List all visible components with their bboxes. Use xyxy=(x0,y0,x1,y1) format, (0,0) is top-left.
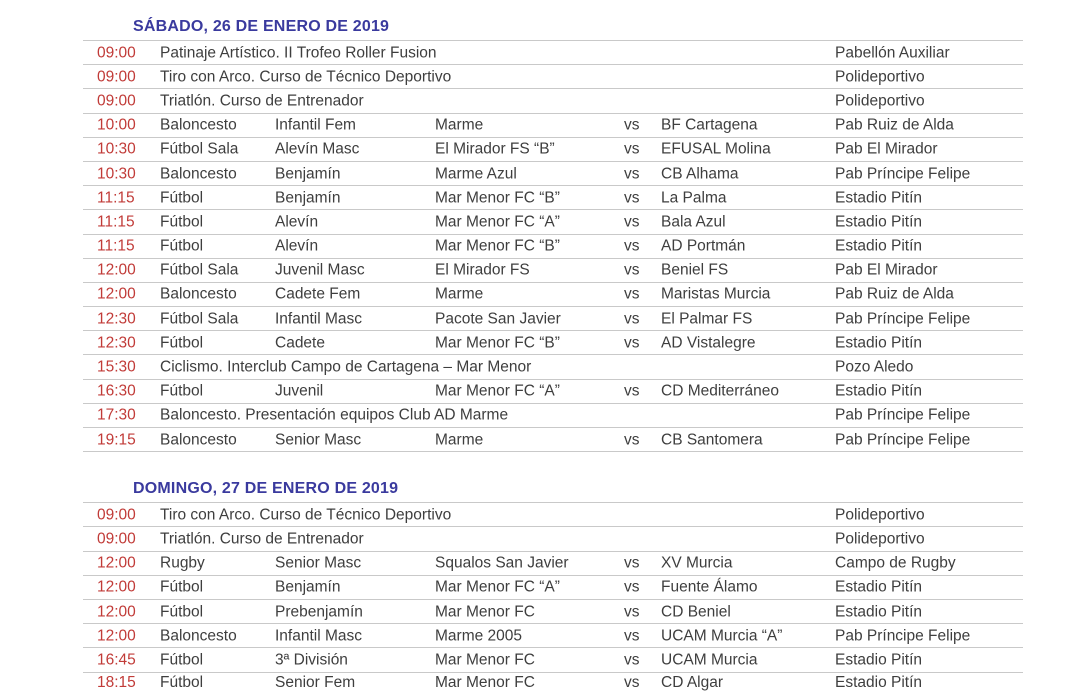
event-sport: Fútbol xyxy=(160,188,204,206)
schedule-row xyxy=(83,379,1023,403)
vs-label: vs xyxy=(624,116,640,134)
home-team: Mar Menor FC xyxy=(435,602,535,620)
home-team: Mar Menor FC “A” xyxy=(435,213,560,231)
event-time: 12:30 xyxy=(97,309,136,327)
home-team: Mar Menor FC “B” xyxy=(435,334,560,352)
event-venue: Estadio Pitín xyxy=(835,602,923,620)
event-venue: Estadio Pitín xyxy=(835,651,923,669)
event-sport: Fútbol xyxy=(160,651,204,669)
event-time: 11:15 xyxy=(97,237,135,255)
event-sport: Fútbol xyxy=(160,213,204,231)
vs-label: vs xyxy=(624,382,640,400)
saturday-section-title: SÁBADO, 26 DE ENERO DE 2019 xyxy=(133,18,390,35)
event-time: 09:00 xyxy=(97,506,136,524)
event-time: 12:00 xyxy=(97,626,136,644)
event-category: Alevín Masc xyxy=(275,140,360,158)
schedule-row xyxy=(83,647,1023,671)
event-time: 09:00 xyxy=(97,530,136,548)
away-team: Maristas Murcia xyxy=(661,285,771,303)
event-sport: Baloncesto xyxy=(160,285,237,303)
event-category: Infantil Masc xyxy=(275,309,363,327)
event-venue: Estadio Pitín xyxy=(835,334,923,352)
event-category: Senior Masc xyxy=(275,430,362,448)
event-time: 16:45 xyxy=(97,651,136,669)
schedule-row xyxy=(83,88,1023,112)
event-category: Cadete xyxy=(275,334,325,352)
event-time: 09:00 xyxy=(97,43,136,61)
away-team: AD Portmán xyxy=(661,237,746,255)
away-team: CD Algar xyxy=(661,673,724,691)
event-venue: Polideportivo xyxy=(835,68,925,86)
event-description: Ciclismo. Interclub Campo de Cartagena – Mar Menor xyxy=(160,358,532,376)
vs-label: vs xyxy=(624,140,640,158)
event-time: 10:30 xyxy=(97,140,136,158)
away-team: CD Mediterráneo xyxy=(661,382,780,400)
schedule-row xyxy=(83,427,1023,451)
event-venue: Pab Príncipe Felipe xyxy=(835,164,971,182)
schedule-row xyxy=(83,209,1023,233)
event-time: 12:00 xyxy=(97,285,136,303)
away-team: UCAM Murcia “A” xyxy=(661,626,783,644)
event-description: Baloncesto. Presentación equipos Club AD Marme xyxy=(160,406,509,424)
vs-label: vs xyxy=(624,430,640,448)
vs-label: vs xyxy=(624,188,640,206)
away-team: XV Murcia xyxy=(661,554,733,572)
event-sport: Fútbol Sala xyxy=(160,261,239,279)
event-time: 12:00 xyxy=(97,578,136,596)
event-time: 12:00 xyxy=(97,602,136,620)
home-team: Marme xyxy=(435,116,484,134)
vs-label: vs xyxy=(624,626,640,644)
schedule-row xyxy=(83,502,1023,526)
event-venue: Pab Ruiz de Alda xyxy=(835,285,954,303)
event-description: Triatlón. Curso de Entrenador xyxy=(160,530,364,548)
schedule-row xyxy=(83,137,1023,161)
event-description: Triatlón. Curso de Entrenador xyxy=(160,92,364,110)
schedule-row xyxy=(83,526,1023,550)
event-venue: Pozo Aledo xyxy=(835,358,914,376)
event-venue: Pab Príncipe Felipe xyxy=(835,309,971,327)
event-venue: Pab Príncipe Felipe xyxy=(835,626,971,644)
schedule-row xyxy=(83,185,1023,209)
event-venue: Pab Príncipe Felipe xyxy=(835,430,971,448)
event-time: 12:30 xyxy=(97,334,136,352)
schedule-row xyxy=(83,354,1023,378)
event-category: Alevín xyxy=(275,237,319,255)
event-time: 09:00 xyxy=(97,92,136,110)
schedule-row xyxy=(83,551,1023,575)
sunday-section xyxy=(83,476,1023,696)
event-time: 09:00 xyxy=(97,68,136,86)
schedule-row xyxy=(83,234,1023,258)
event-category: Benjamín xyxy=(275,578,341,596)
away-team: CB Santomera xyxy=(661,430,763,448)
event-venue: Estadio Pitín xyxy=(835,673,923,691)
vs-label: vs xyxy=(624,285,640,303)
event-category: Infantil Fem xyxy=(275,116,356,134)
event-category: Senior Masc xyxy=(275,554,362,572)
saturday-section xyxy=(83,14,1023,452)
event-sport: Baloncesto xyxy=(160,164,237,182)
event-venue: Polideportivo xyxy=(835,506,925,524)
event-sport: Fútbol xyxy=(160,578,204,596)
home-team: Squalos San Javier xyxy=(435,554,569,572)
event-sport: Fútbol Sala xyxy=(160,140,239,158)
vs-label: vs xyxy=(624,213,640,231)
home-team: Mar Menor FC xyxy=(435,651,535,669)
home-team: Mar Menor FC xyxy=(435,673,535,691)
vs-label: vs xyxy=(624,164,640,182)
event-sport: Baloncesto xyxy=(160,626,237,644)
event-time: 10:30 xyxy=(97,164,136,182)
event-venue: Pab Príncipe Felipe xyxy=(835,406,971,424)
vs-label: vs xyxy=(624,673,640,691)
schedule-row xyxy=(83,403,1023,427)
event-sport: Baloncesto xyxy=(160,430,237,448)
event-time: 10:00 xyxy=(97,116,136,134)
schedule-row xyxy=(83,306,1023,330)
home-team: Marme 2005 xyxy=(435,626,523,644)
event-venue: Estadio Pitín xyxy=(835,188,923,206)
vs-label: vs xyxy=(624,554,640,572)
event-venue: Pab Ruiz de Alda xyxy=(835,116,954,134)
vs-label: vs xyxy=(624,237,640,255)
vs-label: vs xyxy=(624,651,640,669)
event-time: 19:15 xyxy=(97,430,136,448)
event-sport: Baloncesto xyxy=(160,116,237,134)
away-team: BF Cartagena xyxy=(661,116,758,134)
event-sport: Fútbol Sala xyxy=(160,309,239,327)
event-category: Prebenjamín xyxy=(275,602,363,620)
home-team: Mar Menor FC “A” xyxy=(435,578,560,596)
event-category: 3ª División xyxy=(275,651,348,669)
event-venue: Estadio Pitín xyxy=(835,213,923,231)
event-category: Juvenil Masc xyxy=(275,261,365,279)
event-venue: Estadio Pitín xyxy=(835,578,923,596)
event-venue: Pab El Mirador xyxy=(835,140,938,158)
home-team: Marme xyxy=(435,430,484,448)
event-category: Cadete Fem xyxy=(275,285,361,303)
schedule-row xyxy=(83,599,1023,623)
event-time: 11:15 xyxy=(97,188,135,206)
event-time: 17:30 xyxy=(97,406,136,424)
event-description: Tiro con Arco. Curso de Técnico Deportivo xyxy=(160,68,452,86)
away-team: CB Alhama xyxy=(661,164,739,182)
vs-label: vs xyxy=(624,309,640,327)
saturday-rows xyxy=(83,40,1023,452)
event-sport: Fútbol xyxy=(160,602,204,620)
event-venue: Pabellón Auxiliar xyxy=(835,43,950,61)
home-team: Marme Azul xyxy=(435,164,517,182)
vs-label: vs xyxy=(624,261,640,279)
event-time: 16:30 xyxy=(97,382,136,400)
vs-label: vs xyxy=(624,578,640,596)
schedule-row xyxy=(83,161,1023,185)
home-team: El Mirador FS “B” xyxy=(435,140,555,158)
away-team: Bala Azul xyxy=(661,213,726,231)
event-sport: Fútbol xyxy=(160,237,204,255)
event-description: Patinaje Artístico. II Trofeo Roller Fusion xyxy=(160,43,437,61)
schedule-row xyxy=(83,575,1023,599)
event-time: 12:00 xyxy=(97,261,136,279)
event-sport: Fútbol xyxy=(160,334,204,352)
schedule-row xyxy=(83,40,1023,64)
event-category: Alevín xyxy=(275,213,319,231)
event-category: Juvenil xyxy=(275,382,324,400)
home-team: Mar Menor FC “A” xyxy=(435,382,560,400)
event-venue: Polideportivo xyxy=(835,92,925,110)
vs-label: vs xyxy=(624,334,640,352)
event-sport: Rugby xyxy=(160,554,205,572)
schedule-row xyxy=(83,64,1023,88)
schedule-row xyxy=(83,623,1023,647)
schedule-row xyxy=(83,258,1023,282)
event-category: Senior Fem xyxy=(275,673,356,691)
schedule-row xyxy=(83,672,1023,696)
away-team: UCAM Murcia xyxy=(661,651,758,669)
schedule-row xyxy=(83,330,1023,354)
away-team: AD Vistalegre xyxy=(661,334,756,352)
event-venue: Estadio Pitín xyxy=(835,382,923,400)
away-team: CD Beniel xyxy=(661,602,731,620)
away-team: La Palma xyxy=(661,188,727,206)
event-venue: Pab El Mirador xyxy=(835,261,938,279)
away-team: Beniel FS xyxy=(661,261,729,279)
event-category: Benjamín xyxy=(275,188,341,206)
schedule-row xyxy=(83,113,1023,137)
event-time: 11:15 xyxy=(97,213,135,231)
event-time: 12:00 xyxy=(97,554,136,572)
home-team: Marme xyxy=(435,285,484,303)
event-category: Benjamín xyxy=(275,164,341,182)
away-team: El Palmar FS xyxy=(661,309,753,327)
home-team: Pacote San Javier xyxy=(435,309,561,327)
home-team: Mar Menor FC “B” xyxy=(435,188,560,206)
away-team: Fuente Álamo xyxy=(661,578,758,596)
event-description: Tiro con Arco. Curso de Técnico Deportivo xyxy=(160,506,452,524)
schedule-row xyxy=(83,282,1023,306)
event-venue: Estadio Pitín xyxy=(835,237,923,255)
event-category: Infantil Masc xyxy=(275,626,363,644)
event-time: 18:15 xyxy=(97,673,136,691)
sunday-section-title: DOMINGO, 27 DE ENERO DE 2019 xyxy=(133,480,399,498)
away-team: EFUSAL Molina xyxy=(661,140,771,158)
event-venue: Campo de Rugby xyxy=(835,554,956,572)
event-venue: Polideportivo xyxy=(835,530,925,548)
sunday-rows xyxy=(83,502,1023,696)
event-sport: Fútbol xyxy=(160,673,204,691)
home-team: El Mirador FS xyxy=(435,261,530,279)
event-sport: Fútbol xyxy=(160,382,204,400)
event-time: 15:30 xyxy=(97,358,136,376)
home-team: Mar Menor FC “B” xyxy=(435,237,560,255)
vs-label: vs xyxy=(624,602,640,620)
